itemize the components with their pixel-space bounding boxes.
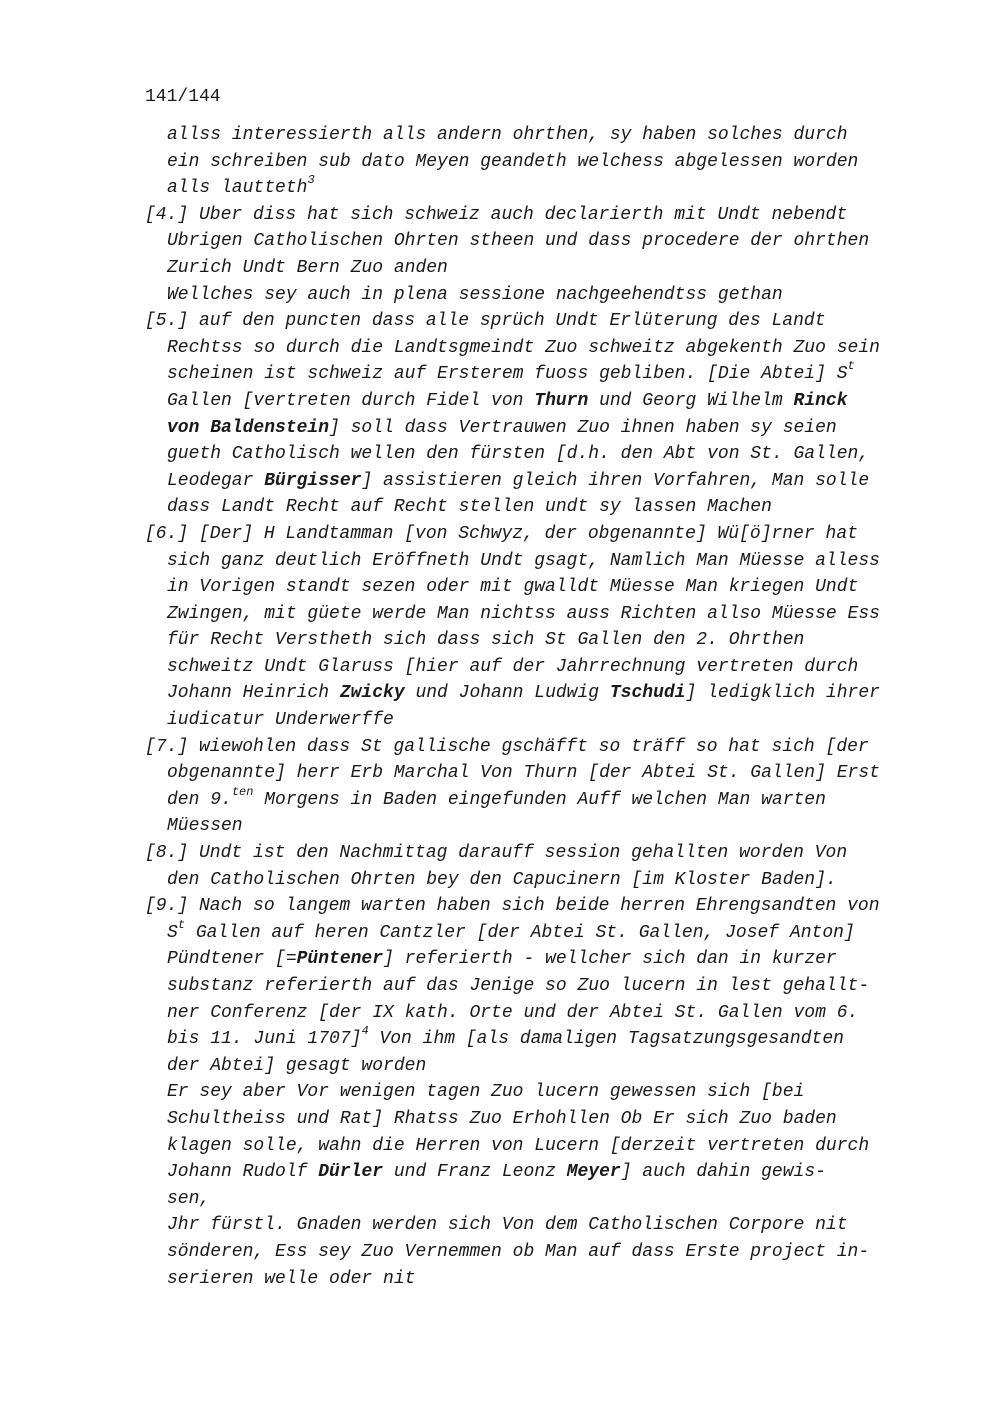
superscript: ten (231, 784, 254, 799)
text-line (145, 548, 915, 575)
text-segment: ] referierth - wellcher sich dan in kurzer (383, 949, 837, 970)
text-segment: Wellches sey auch in plena sessione nachgeehendtss gethan (167, 284, 783, 305)
text-line (145, 734, 915, 761)
paragraph (145, 840, 915, 893)
bold-name: Dürler (318, 1162, 384, 1183)
text-segment: und Johann Ludwig (404, 683, 610, 704)
text-line (145, 149, 915, 176)
bold-name: Thurn (534, 390, 589, 411)
text-line (145, 893, 915, 920)
text-segment: [6.] [Der] H Landtamman [von Schwyz, der obgenannte] Wü[ö]rner hat (145, 523, 858, 544)
text-segment: den Catholischen Ohrten bey den Capucinern [im Kloster Baden]. (167, 869, 837, 890)
text-segment: Zwingen, mit güete werde Man nichtss auss Richten allso Müesse Ess (167, 603, 880, 624)
text-line (145, 282, 915, 309)
text-line (145, 1186, 915, 1213)
text-line (145, 1159, 915, 1186)
text-segment: Rechtss so durch die Landtsgmeindt Zuo schweitz abgekenth Zuo sein (167, 337, 880, 358)
text-line (145, 175, 915, 202)
text-segment: Johann Rudolf (167, 1162, 319, 1183)
text-segment: und Georg Wilhelm (588, 390, 794, 411)
bold-name: Püntener (296, 949, 384, 970)
text-segment: sich ganz deutlich Eröffneth Undt gsagt, Namlich Man Müesse alless (167, 550, 880, 571)
page-number: 141/144 (145, 87, 221, 107)
text-segment: bis 11. Juni 1707] (167, 1029, 362, 1050)
text-segment: für Recht Verstheth sich dass sich St Gallen den 2. Ohrthen (167, 630, 805, 651)
bold-name: Zwicky (339, 683, 405, 704)
text-line (145, 1239, 915, 1266)
text-segment: obgenannte] herr Erb Marchal Von Thurn [der Abtei St. Gallen] Erst (167, 763, 880, 784)
text-segment: scheinen ist schweiz auf Ersterem fuoss gebliben. [Die Abtei] S (167, 364, 848, 385)
text-segment: in Vorigen standt sezen oder mit gwalldt Müesse Man kriegen Undt (167, 577, 859, 598)
text-segment: Ubrigen Catholischen Ohrten stheen und dass procedere der ohrthen (167, 231, 870, 252)
text-line (145, 1026, 915, 1053)
text-line (145, 946, 915, 973)
text-segment: gueth Catholisch wellen den fürsten [d.h. den Abt von St. Gallen, (167, 444, 870, 465)
text-segment: [7.] wiewohlen dass St gallische gschäfft so träff so hat sich [der (145, 736, 869, 757)
text-line (145, 707, 915, 734)
bold-name: Bürgisser (264, 470, 362, 491)
text-segment: alls lautteth (167, 178, 308, 199)
text-line (145, 973, 915, 1000)
text-segment: Er sey aber Vor wenigen tagen Zuo lucern gewessen sich [bei (167, 1082, 805, 1103)
text-line (145, 388, 915, 415)
text-segment: Jhr fürstl. Gnaden werden sich Von dem Catholischen Corpore nit (167, 1215, 848, 1236)
text-line (145, 308, 915, 335)
text-line (145, 255, 915, 282)
text-segment: ] ledigklich ihrer (685, 683, 880, 704)
bold-name: Meyer (566, 1162, 621, 1183)
text-line (145, 574, 915, 601)
text-segment: ] soll dass Vertrauwen Zuo ihnen haben sy seien (329, 417, 837, 438)
text-segment: ein schreiben sub dato Meyen geandeth welchess abgelessen worden (167, 151, 859, 172)
text-line (145, 601, 915, 628)
text-segment: Pündtener [= (167, 949, 297, 970)
text-line (145, 1000, 915, 1027)
text-segment: Schultheiss und Rat] Rhatss Zuo Erhohllen Ob Er sich Zuo baden (167, 1108, 837, 1129)
text-segment: substanz referierth auf das Jenige so Zuo lucern in lest gehallt- (167, 976, 870, 996)
text-line (145, 1079, 915, 1106)
text-line (145, 680, 915, 707)
text-line (145, 1106, 915, 1133)
paragraph (145, 734, 915, 840)
text-segment: Zurich Undt Bern Zuo anden (167, 257, 448, 278)
text-line (145, 1266, 915, 1293)
text-segment: [4.] Uber diss hat sich schweiz auch declarierth mit Undt nebendt (145, 204, 848, 225)
text-line (145, 521, 915, 548)
text-line (145, 1212, 915, 1239)
text-line (145, 468, 915, 495)
text-line (145, 654, 915, 681)
text-line (145, 202, 915, 229)
text-line (145, 415, 915, 442)
superscript: 3 (307, 173, 315, 188)
text-segment: Müessen (167, 816, 243, 837)
bold-name: Rinck (793, 390, 848, 411)
text-segment: der Abtei] gesagt worden (167, 1055, 427, 1076)
text-segment: [5.] auf den puncten dass alle sprüch Undt Erlüterung des Landt (145, 311, 826, 332)
text-segment: Leodegar (167, 470, 265, 491)
text-segment: Von ihm [als damaligen Tagsatzungsgesandten (368, 1029, 844, 1050)
bold-name: von Baldenstein (167, 417, 330, 438)
text-segment: klagen solle, wahn die Herren von Lucern [derzeit vertreten durch (167, 1135, 870, 1156)
text-segment: Gallen [vertreten durch Fidel von (167, 390, 535, 411)
text-line (145, 784, 915, 814)
text-segment: [8.] Undt ist den Nachmittag darauff session gehallten worden Von (145, 843, 848, 864)
paragraph (145, 122, 915, 202)
text-segment: [9.] Nach so langem warten haben sich beide herren Ehrengsandten von (145, 896, 880, 917)
superscript: 4 (361, 1024, 369, 1039)
text-line (145, 867, 915, 894)
text-segment: Gallen auf heren Cantzler [der Abtei St. Gallen, Josef Anton] (185, 922, 855, 943)
text-segment: S (167, 922, 178, 943)
text-line (145, 627, 915, 654)
transcription-body (145, 122, 915, 1292)
text-segment: ] auch dahin gewis- (620, 1162, 826, 1183)
text-segment: Morgens in Baden eingefunden Auff welchen Man warten (253, 789, 826, 810)
paragraph (145, 308, 915, 521)
superscript: t (847, 359, 855, 374)
text-line (145, 228, 915, 255)
paragraph (145, 202, 915, 308)
text-line (145, 441, 915, 468)
text-segment: ner Conferenz [der IX kath. Orte und der Abtei St. Gallen vom 6. (167, 1002, 859, 1023)
text-segment: sen, (167, 1188, 211, 1209)
superscript: t (177, 917, 186, 932)
text-line (145, 813, 915, 840)
text-segment: dass Landt Recht auf Recht stellen undt sy lassen Machen (167, 497, 772, 518)
text-segment: den 9. (167, 789, 232, 810)
text-line (145, 760, 915, 787)
text-segment: iudicatur Underwerffe (167, 710, 394, 731)
text-line (145, 361, 915, 388)
text-line (145, 840, 915, 867)
text-segment: sönderen, Ess sey Zuo Vernemmen ob Man auf dass Erste project in- (167, 1241, 870, 1262)
text-segment: und Franz Leonz (383, 1162, 567, 1183)
text-line (145, 917, 915, 947)
text-line (145, 1053, 915, 1080)
text-segment: schweitz Undt Glaruss [hier auf der Jahrrechnung vertreten durch (167, 656, 859, 677)
text-segment: Johann Heinrich (167, 683, 340, 704)
text-line (145, 1133, 915, 1160)
text-line (145, 335, 915, 362)
text-line (145, 122, 915, 149)
bold-name: Tschudi (609, 683, 686, 704)
text-segment: ] assistieren gleich ihren Vorfahren, Man solle (361, 470, 870, 491)
text-segment: allss interessierth alls andern ohrthen, sy haben solches durch (167, 125, 848, 145)
text-line (145, 494, 915, 521)
paragraph (145, 893, 915, 1292)
paragraph (145, 521, 915, 734)
text-segment: serieren welle oder nit (167, 1268, 416, 1289)
